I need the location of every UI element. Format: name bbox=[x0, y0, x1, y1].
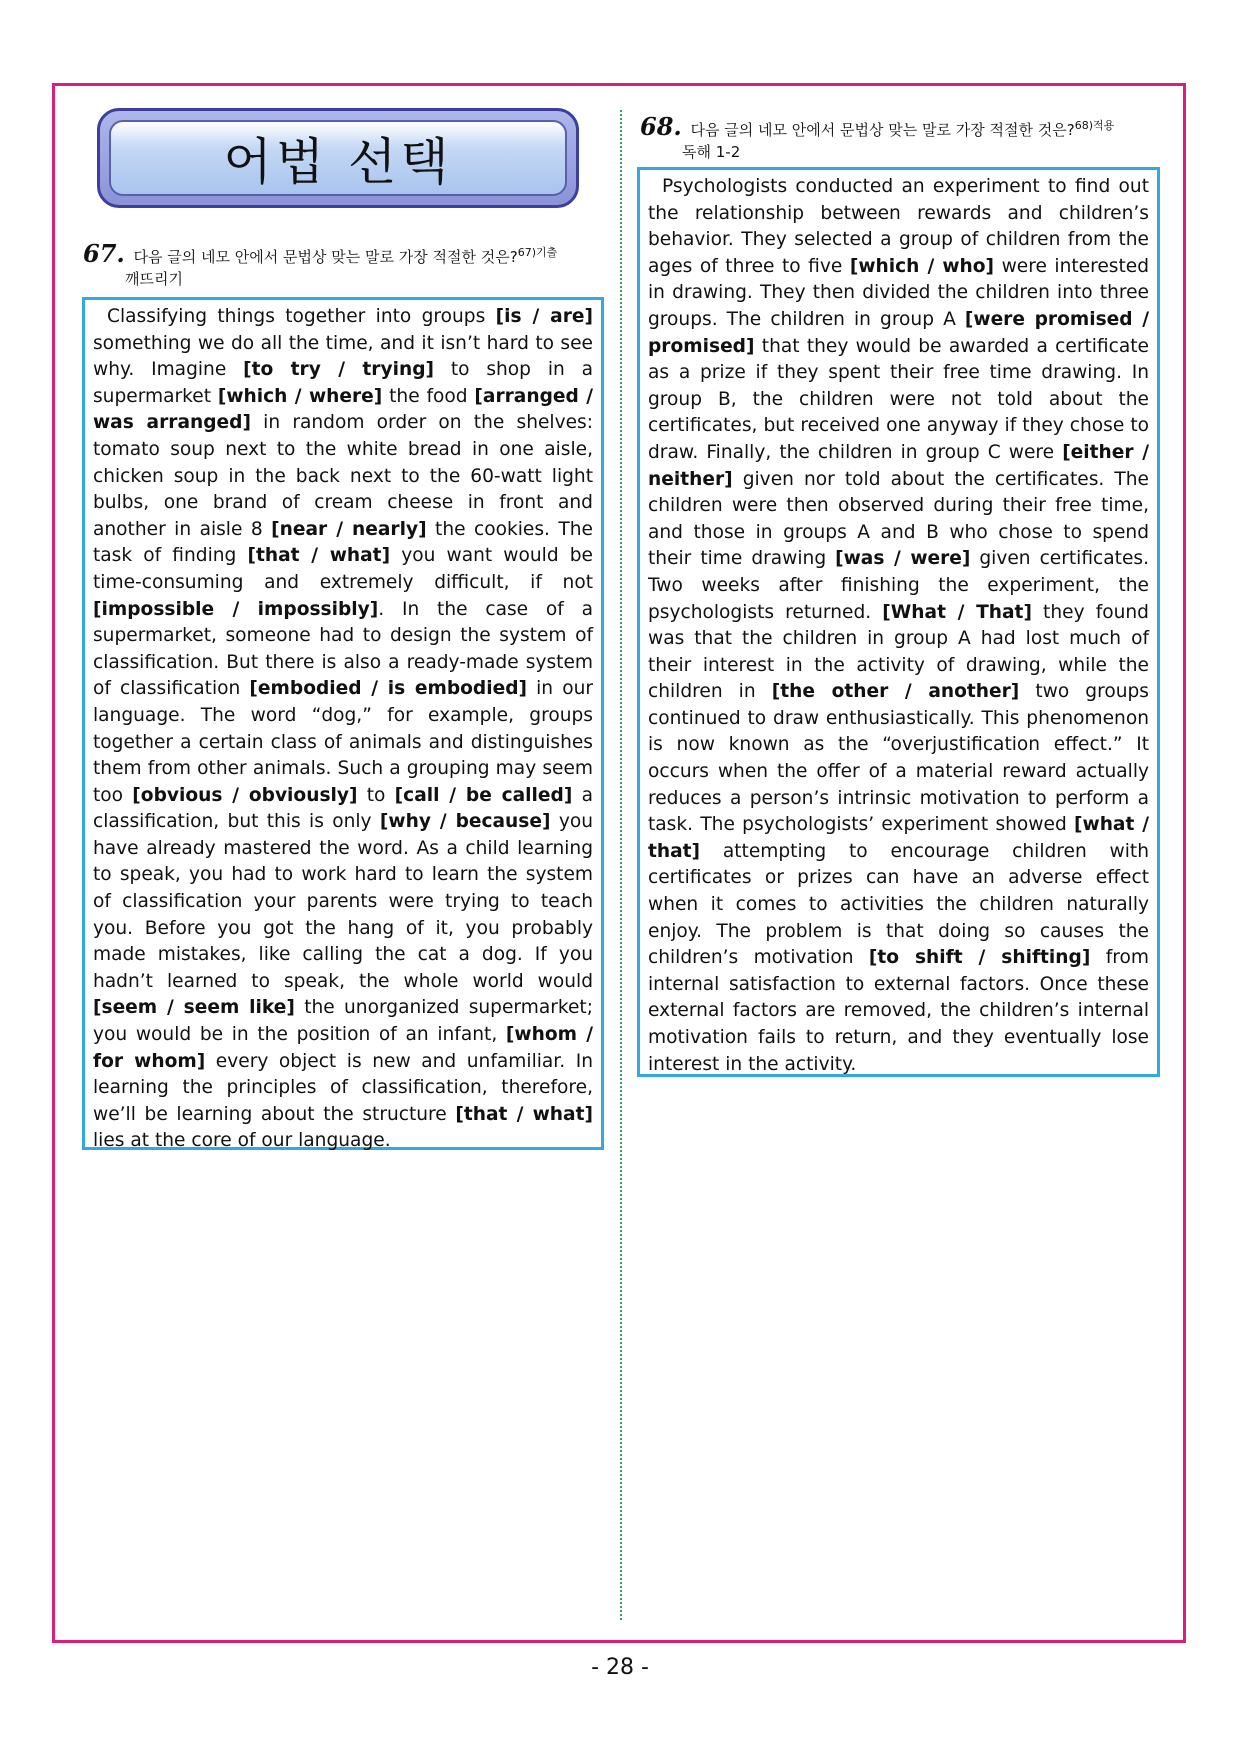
question-prompt: 다음 글의 네모 안에서 문법상 맞는 말로 가장 적절한 것은? bbox=[133, 248, 518, 266]
question-number: 68. bbox=[640, 112, 682, 141]
passage-segment: from internal satisfaction to external factors. Once these external factors are removed, the children’s internal motivation fails to return, and they eventually lose interest in the activity. bbox=[648, 947, 1149, 1075]
passage-segment: you want would be time-consuming and extremely difficult, if not bbox=[93, 545, 593, 593]
answer-choice: [the other / another] bbox=[771, 681, 1020, 703]
passage-segment: you have already mastered the word. As a child learning to speak, you had to work hard to learn the system of classification your parents were trying to teach you. Before you got the hang of it, you probably made mistakes, like calling the cat a dog. If you hadn’t learned to speak, the whole world would bbox=[93, 811, 593, 992]
answer-choice: [near / nearly] bbox=[271, 518, 427, 540]
question-prompt-line2: 깨뜨리기 bbox=[125, 270, 183, 288]
passage-segment: a classification, but this is only bbox=[93, 784, 593, 833]
question-68-passage bbox=[637, 167, 1160, 1077]
answer-choice: [why / because] bbox=[379, 811, 551, 833]
answer-choice: [were promised / promised] bbox=[648, 308, 1150, 357]
passage-segment: something we do all the time, and it isn’t hard to see why. Imagine bbox=[93, 332, 593, 381]
answer-choice: [to shift / shifting] bbox=[868, 947, 1091, 969]
section-banner-inner bbox=[109, 120, 567, 196]
passage-segment: to shop in a supermarket bbox=[93, 359, 593, 407]
passage-segment: were interested in drawing. They then divided the children into three groups. The children in group A bbox=[648, 255, 1149, 330]
passage-segment: . In the case of a supermarket, someone had to design the system of classification. But there is also a ready-made system of classification bbox=[93, 598, 593, 700]
passage-text bbox=[93, 304, 593, 1155]
section-banner bbox=[97, 108, 579, 208]
answer-choice: [impossible / impossibly] bbox=[93, 598, 379, 620]
passage-segment: that they would be awarded a certificate as a prize if they spent their free time drawing. In group B, the children were not told about the certificates, but received one anyway if they chose to draw. Finally, the children in group C were bbox=[648, 335, 1149, 463]
question-67-passage bbox=[82, 297, 604, 1150]
question-prompt-line2: 독해 1-2 bbox=[682, 143, 741, 161]
passage-segment: the food bbox=[382, 385, 475, 407]
column-divider bbox=[620, 110, 622, 1620]
answer-choice: [embodied / is embodied] bbox=[249, 678, 528, 700]
answer-choice: [that / what] bbox=[455, 1103, 593, 1125]
answer-choice: [call / be called] bbox=[394, 784, 573, 806]
answer-choice: [which / who] bbox=[849, 255, 995, 277]
passage-segment: every object is new and unfamiliar. In learning the principles of classification, therefore, we’ll be learning about the structure bbox=[93, 1050, 593, 1125]
section-title: 어법 선택 bbox=[223, 133, 453, 191]
passage-segment: in our language. The word “dog,” for example, groups together a certain class of animals and distinguishes them from other animals. Such a grouping may seem too bbox=[93, 678, 594, 806]
answer-choice: [either / neither] bbox=[648, 441, 1150, 490]
passage-segment: in random order on the shelves: tomato soup next to the white bread in one aisle, chicken soup in the back next to the 60-watt light bulbs, one brand of cream cheese in front and another in aisle 8 bbox=[93, 412, 593, 540]
passage-segment: lies at the core of our language. bbox=[93, 1130, 391, 1152]
question-number: 67. bbox=[83, 239, 125, 268]
question-68-header bbox=[640, 112, 1170, 163]
passage-segment: the cookies. The task of finding bbox=[93, 518, 593, 567]
passage-segment: they found was that the children in group A had lost much of their interest in the activity of drawing, while the children in bbox=[648, 601, 1149, 703]
answer-choice: [what / that] bbox=[648, 814, 1149, 862]
answer-choice: [What / That] bbox=[882, 601, 1032, 623]
passage-segment: Classifying things together into groups bbox=[107, 306, 496, 327]
question-67-header bbox=[83, 239, 613, 290]
passage-segment: Psychologists conducted an experiment to find out the relationship between rewards and children’s behavior. They selected a group of children from the ages of three to five bbox=[648, 176, 1149, 277]
passage-segment: given certificates. Two weeks after finishing the experiment, the psychologists returned. bbox=[648, 548, 1149, 623]
question-note: 68)적용 bbox=[1074, 119, 1115, 132]
answer-choice: [that / what] bbox=[247, 545, 391, 567]
passage-segment: two groups continued to draw enthusiastically. This phenomenon is now known as the “overjustification effect.” It occurs when the offer of a material reward actually reduces a person’s intrinsic motivation to perform a task. The psychologists’ experiment showed bbox=[648, 681, 1149, 836]
answer-choice: [which / where] bbox=[217, 385, 383, 407]
question-prompt: 다음 글의 네모 안에서 문법상 맞는 말로 가장 적절한 것은? bbox=[690, 121, 1075, 139]
answer-choice: [seem / seem like] bbox=[93, 997, 295, 1019]
passage-segment: given nor told about the certificates. The children were then observed during their free time, and those in groups A and B who chose to spend their time drawing bbox=[648, 468, 1149, 570]
question-note: 67)기출 bbox=[517, 246, 558, 259]
passage-segment: attempting to encourage children with certificates or prizes can have an adverse effect when it comes to activities the children naturally enjoy. The problem is that doing so causes the children’s motivation bbox=[648, 840, 1149, 969]
answer-choice: [to try / trying] bbox=[243, 359, 435, 381]
passage-text bbox=[648, 174, 1149, 1078]
passage-segment: to bbox=[357, 784, 395, 806]
answer-choice: [was / were] bbox=[835, 548, 971, 570]
page-number: - 28 - bbox=[591, 1655, 649, 1680]
passage-segment: the unorganized supermarket; you would be in the position of an infant, bbox=[93, 997, 593, 1046]
answer-choice: [arranged / was arranged] bbox=[93, 385, 593, 434]
answer-choice: [is / are] bbox=[495, 306, 593, 327]
answer-choice: [whom / for whom] bbox=[93, 1024, 593, 1072]
answer-choice: [obvious / obviously] bbox=[132, 784, 358, 806]
